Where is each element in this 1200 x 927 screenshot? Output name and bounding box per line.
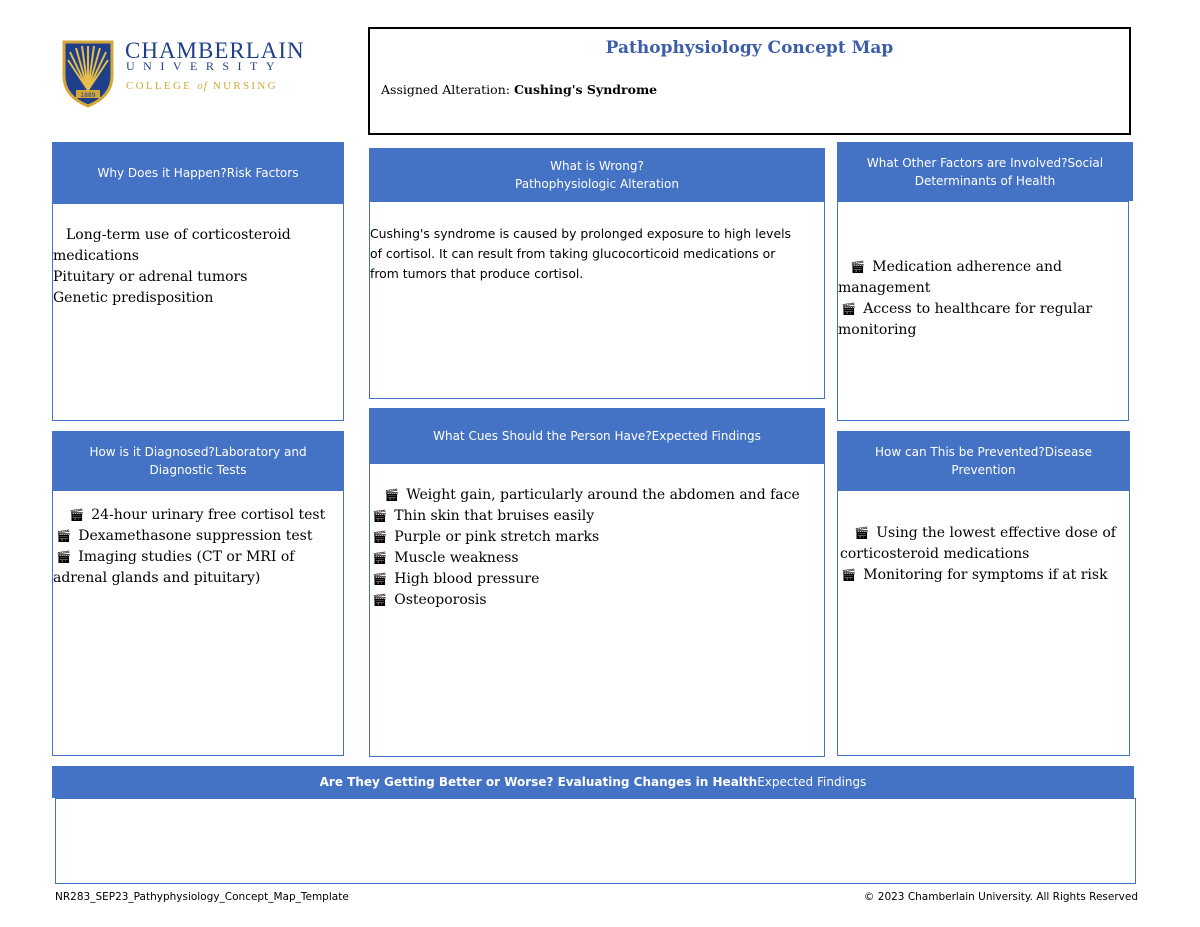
clapperboard-icon: 🎬︎ (841, 302, 857, 316)
title-box (368, 27, 1131, 135)
clapperboard-icon: 🎬︎ (854, 526, 870, 540)
clapperboard-icon: 🎬︎ (850, 260, 866, 274)
list-item: 🎬︎ Dexamethasone suppression test (56, 528, 313, 544)
list-item: adrenal glands and pituitary) (53, 570, 261, 586)
disease-prevention-header: How can This be Prevented?Disease Prevention (837, 431, 1130, 490)
risk-factors-body[interactable] (52, 203, 344, 421)
social-determinants-header: What Other Factors are Involved?Social Determinants of Health (837, 142, 1133, 201)
clapperboard-icon: 🎬︎ (69, 508, 85, 522)
list-item: 🎬︎ Muscle weakness (372, 550, 519, 566)
list-item: 🎬︎ Purple or pink stretch marks (372, 529, 600, 545)
svg-text:1889: 1889 (80, 92, 96, 99)
chamberlain-logo (60, 38, 310, 110)
clapperboard-icon: 🎬︎ (372, 572, 388, 586)
list-item: 🎬︎ Access to healthcare for regular (841, 301, 1093, 317)
text-line: from tumors that produce cortisol. (370, 266, 584, 281)
clapperboard-icon: 🎬︎ (372, 593, 388, 607)
list-item: management (838, 280, 931, 296)
logo-college: COLLEGE of NURSING (126, 80, 278, 92)
list-item: 🎬︎ 24-hour urinary free cortisol test (69, 507, 326, 523)
crest-icon (60, 38, 116, 108)
footer-template-name: NR283_SEP23_Pathyphysiology_Concept_Map_Template (55, 891, 349, 903)
text-line: of cortisol. It can result from taking glucocorticoid medications or (370, 246, 776, 261)
clapperboard-icon: 🎬︎ (384, 488, 400, 502)
clapperboard-icon: 🎬︎ (841, 568, 857, 582)
diagnostic-tests-header: How is it Diagnosed?Laboratory and Diagnostic Tests (52, 431, 344, 490)
list-item: 🎬︎ Thin skin that bruises easily (372, 508, 595, 524)
pathophysiology-header: What is Wrong? Pathophysiologic Alteration (369, 148, 825, 201)
logo-name: CHAMBERLAIN (125, 38, 305, 63)
list-item: corticosteroid medications (840, 546, 1030, 562)
list-item: 🎬︎ Weight gain, particularly around the abdomen and face (384, 487, 800, 503)
list-item: monitoring (838, 322, 917, 338)
risk-factors-header: Why Does it Happen?Risk Factors (52, 142, 344, 203)
pathophysiology-body[interactable] (369, 201, 825, 399)
list-item: 🎬︎ Osteoporosis (372, 592, 487, 608)
clapperboard-icon: 🎬︎ (372, 530, 388, 544)
expected-findings-body[interactable] (369, 463, 825, 757)
list-item: Pituitary or adrenal tumors (53, 269, 248, 285)
clapperboard-icon: 🎬︎ (372, 551, 388, 565)
evaluating-changes-body[interactable] (55, 798, 1136, 884)
evaluating-changes-header: Are They Getting Better or Worse? Evaluating Changes in HealthExpected Findings (52, 766, 1134, 798)
list-item: medications (53, 248, 139, 264)
list-item: 🎬︎ Medication adherence and (850, 259, 1062, 275)
list-item: Genetic predisposition (53, 290, 214, 306)
list-item: 🎬︎ Monitoring for symptoms if at risk (841, 567, 1108, 583)
expected-findings-header: What Cues Should the Person Have?Expected Findings (369, 408, 825, 463)
social-determinants-body[interactable] (837, 201, 1129, 421)
text-line: Cushing's syndrome is caused by prolonged exposure to high levels (370, 226, 791, 241)
clapperboard-icon: 🎬︎ (56, 529, 72, 543)
page-title: Pathophysiology Concept Map (605, 38, 894, 58)
footer-copyright: © 2023 Chamberlain University. All Rights Reserved (863, 891, 1138, 903)
assigned-alteration: Assigned Alteration: Cushing's Syndrome (381, 82, 658, 97)
logo-subtitle: UNIVERSITY (126, 59, 283, 73)
list-item: 🎬︎ Imaging studies (CT or MRI of (56, 549, 295, 565)
list-item: 🎬︎ High blood pressure (372, 571, 540, 587)
clapperboard-icon: 🎬︎ (56, 550, 72, 564)
clapperboard-icon: 🎬︎ (372, 509, 388, 523)
diagnostic-tests-body[interactable] (52, 490, 344, 756)
list-item: Long-term use of corticosteroid (66, 227, 291, 243)
list-item: 🎬︎ Using the lowest effective dose of (854, 525, 1116, 541)
disease-prevention-body[interactable] (837, 490, 1130, 756)
